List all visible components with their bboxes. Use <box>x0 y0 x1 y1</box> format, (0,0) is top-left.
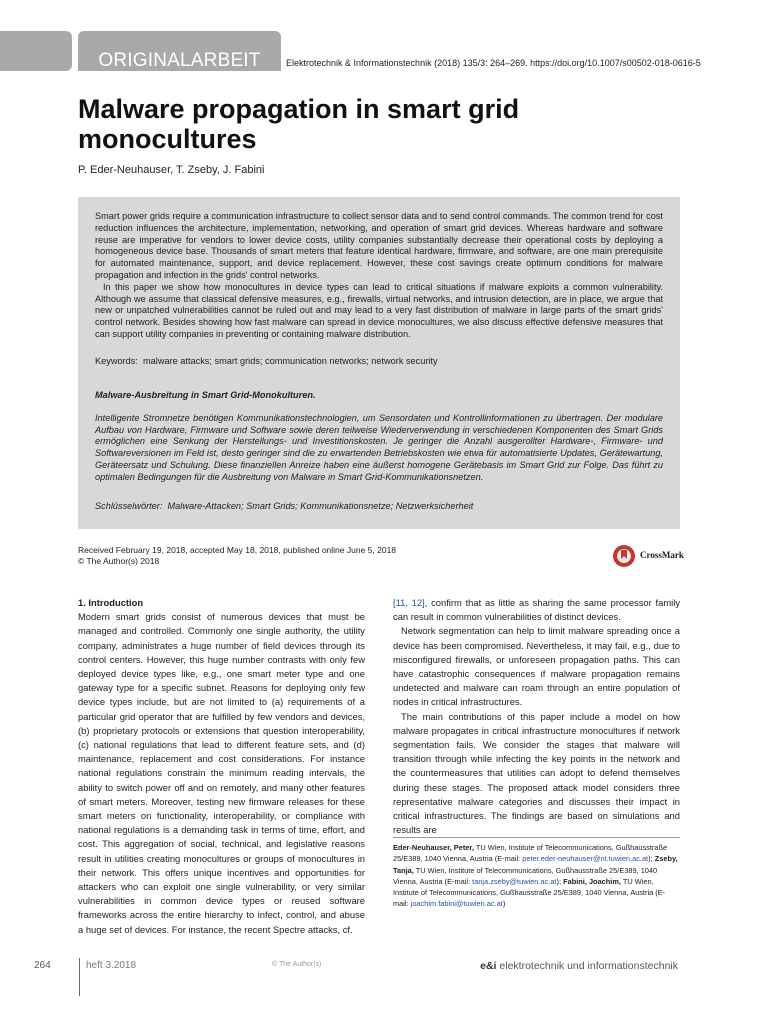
german-keywords <box>95 501 663 513</box>
citation-link[interactable]: [11, 12] <box>393 597 425 608</box>
email-link[interactable]: joachim.fabini@tuwien.ac.at <box>410 899 503 909</box>
body-paragraph: The main contributions of this paper include a model on how malware propagates in critical infrastructure monocultures if network segmentation fails. We consider the stages that malware will transition through while infecting the key points in the network and the countermeasures that utilities can adopt to defend themselves during these stages. The proposed attack model considers three representative malware categories and discusses their impact in critical infrastructures. The findings are based on simulations and results are <box>393 710 680 836</box>
category-label: ORIGINALARBEIT <box>98 50 261 71</box>
email-link[interactable]: peter.eder-neuhauser@nt.tuwien.ac.at <box>522 854 649 864</box>
abstract-german <box>95 390 663 484</box>
journal-name: elektrotechnik und informationstechnik <box>499 960 678 972</box>
german-keywords-text: Malware-Attacken; Smart Grids; Kommunikationsnetze; Netzwerksicherheit <box>167 501 474 511</box>
crossmark-icon <box>612 544 636 568</box>
footnote-divider <box>393 837 680 838</box>
author-affiliations: Eder-Neuhauser, Peter, TU Wien, Institute of Telecommunications, Gußhausstraße 25/E389, 1040 Vienna, Austria (E-mail: peter.eder-neuhauser@nt.tuwien.ac.at); Zseby, Tanja, TU Wien, Institute of Telecommunications, Gußhausstraße 25/E389, 1040 Vienna, Austria (E-mail: tanja.zseby@tuwien.ac.at); Fabini, Joachim, TU Wien, Institute of Telecommunications, Gußhausstraße 25/E389, 1040 Vienna, Austria (E-mail: joachim.fabini@tuwien.ac.at) <box>393 843 678 909</box>
email-link[interactable]: tanja.zseby@tuwien.ac.at <box>472 876 557 886</box>
abstract-paragraph: Smart power grids require a communication infrastructure to collect sensor data and to send control commands. The common trend for cost reduction influences the architecture, implementation, networking, and operation of smart grid devices. Whereas hardware and software reuse are imperative for vendors to lower device costs, utility companies substantially decrease their operational costs by deploying a homogeneous device base. Thousands of smart meters that feature identical hardware, firmware, and software, are one main prerequisite for automated maintenance, support, and device replacement. However, these cost savings create optimum conditions for malware propagation and infection in the grids' control networks. <box>95 211 663 280</box>
german-abstract: Intelligente Stromnetze benötigen Kommunikationstechnologien, um Sensordaten und Kontrollinformationen zu übertragen. Der modulare Aufbau von Hardware, Firmware und Software sowie deren teilweise Wiederverwendung in verschiedenen Komponenten des Smart Grids ermöglichen eine Senkung der Herstellungs- und Investitionskosten. Je geringer die Anzahl ausgerollter Hardware-, Firmware- und Softwareversionen im Feld ist, desto geringer sind die zu erwartenden Betriebskosten wie etwa für automatisierte Updates, Gerätewartung, Geräteersatz und Schulung. Diese finanziellen Anreize haben eine äußerst homogene Gerätebasis im Smart Grid zur Folge. Das führt zu optimalen Bedingungen für die Ausbreitung von Malware in Smart Grid-Kommunikationsnetzen. <box>95 412 663 482</box>
abstract-box <box>78 197 680 529</box>
body-paragraph: [11, 12], confirm that as little as sharing the same processor family can result in common vulnerabilities of distinct devices. <box>393 597 681 623</box>
journal-footer <box>460 960 678 972</box>
journal-reference: Elektrotechnik & Informationstechnik (2018) 135/3: 264–269. https://doi.org/10.1007/s00502-018-0616-5 <box>286 58 701 68</box>
section-heading: 1. Introduction <box>78 597 144 608</box>
category-tab <box>78 31 281 71</box>
keywords-text: malware attacks; smart grids; communication networks; network security <box>143 356 438 366</box>
header-banner-bar <box>0 31 72 71</box>
german-keywords-label: Schlüsselwörter: <box>95 501 163 511</box>
journal-logo: e&i <box>480 960 497 972</box>
crossmark-badge[interactable] <box>612 544 682 568</box>
abstract-paragraph: In this paper we show how monocultures in device types can lead to critical situations if malware exploits a common vulnerability. Although we assume that classical defensive measures, e.g., firewalls, virtual networks, and intrusion detection, are in place, we argue that new or unpatched vulnerabilities cannot be ruled out and may lead to a very fast distribution of malware in large parts of the smart grids' control network. Besides showing how fast malware can spread in device monocultures, we also discuss effective defensive measures that can support utility companies in preventing or containing malware distribution. <box>95 281 663 339</box>
crossmark-label: CrossMark <box>640 550 684 560</box>
abstract-english <box>95 211 663 341</box>
received-line: Received February 19, 2018, accepted May 18, 2018, published online June 5, 2018 <box>78 545 397 555</box>
body-column-left <box>78 596 365 937</box>
paper-title: Malware propagation in smart grid monocultures <box>78 94 520 154</box>
body-column-right <box>393 596 680 837</box>
author-list: P. Eder-Neuhauser, T. Zseby, J. Fabini <box>78 164 265 176</box>
issue-label: heft 3.2018 <box>86 960 137 971</box>
body-paragraph: Network segmentation can help to limit malware spreading once a device has been compromised. Nevertheless, it may fail, e.g., due to misconfigured firewalls, or unforeseen propagation paths. This can have catastrophic consequences if malware propagation remains undetected and malware can roam through an entire population of nodes in critical infrastructures. <box>393 625 680 708</box>
body-paragraph: Modern smart grids consist of numerous devices that must be managed and controlled. Commonly one single authority, the utility company, administrates a huge number of field devices through its control centers. However, this huge number contrasts with only few deployed device types like, e.g., one smart meter type and one gateway type for a specific subnet. Reasons for deploying only few device types include, but are not limited to (a) requirements of a particular grid operator that are fulfilled by few vendors and devices, (b) proprietary protocols or extensions that question interoperability, (c) national regulations that lead to different feature sets, and (d) maintenance, replacement and cost considerations. For instance national regulations constrain the minimum reading intervals, the ability to switch power off and on remotely, and many other features of smart meters. Moreover, testing new firmware releases for these smart meters on functionality, interoperability, or compliance with national regulations is a demanding task in terms of time, effort, and cost. This aggregation of social, technical, and legislative reasons result in utilities creating monocultures or groups of monocultures in their network. This offers unique incentives and opportunities for attackers who can exploit one single vulnerability, or very similar vulnerabilities in common device types or reused software frameworks across the entire hierarchy to infect, control, and abuse a huge set of devices. For instance, the recent Spectre attacks, cf. <box>78 611 365 935</box>
footer-divider <box>79 958 80 996</box>
publication-dates <box>78 545 396 567</box>
page-number: 264 <box>34 960 51 971</box>
german-title: Malware-Ausbreitung in Smart Grid-Monokulturen. <box>95 390 316 400</box>
footer-copyright: © The Author(s) <box>272 961 322 968</box>
copyright-line: © The Author(s) 2018 <box>78 556 160 566</box>
keywords <box>95 356 663 368</box>
keywords-label: Keywords: <box>95 356 138 366</box>
